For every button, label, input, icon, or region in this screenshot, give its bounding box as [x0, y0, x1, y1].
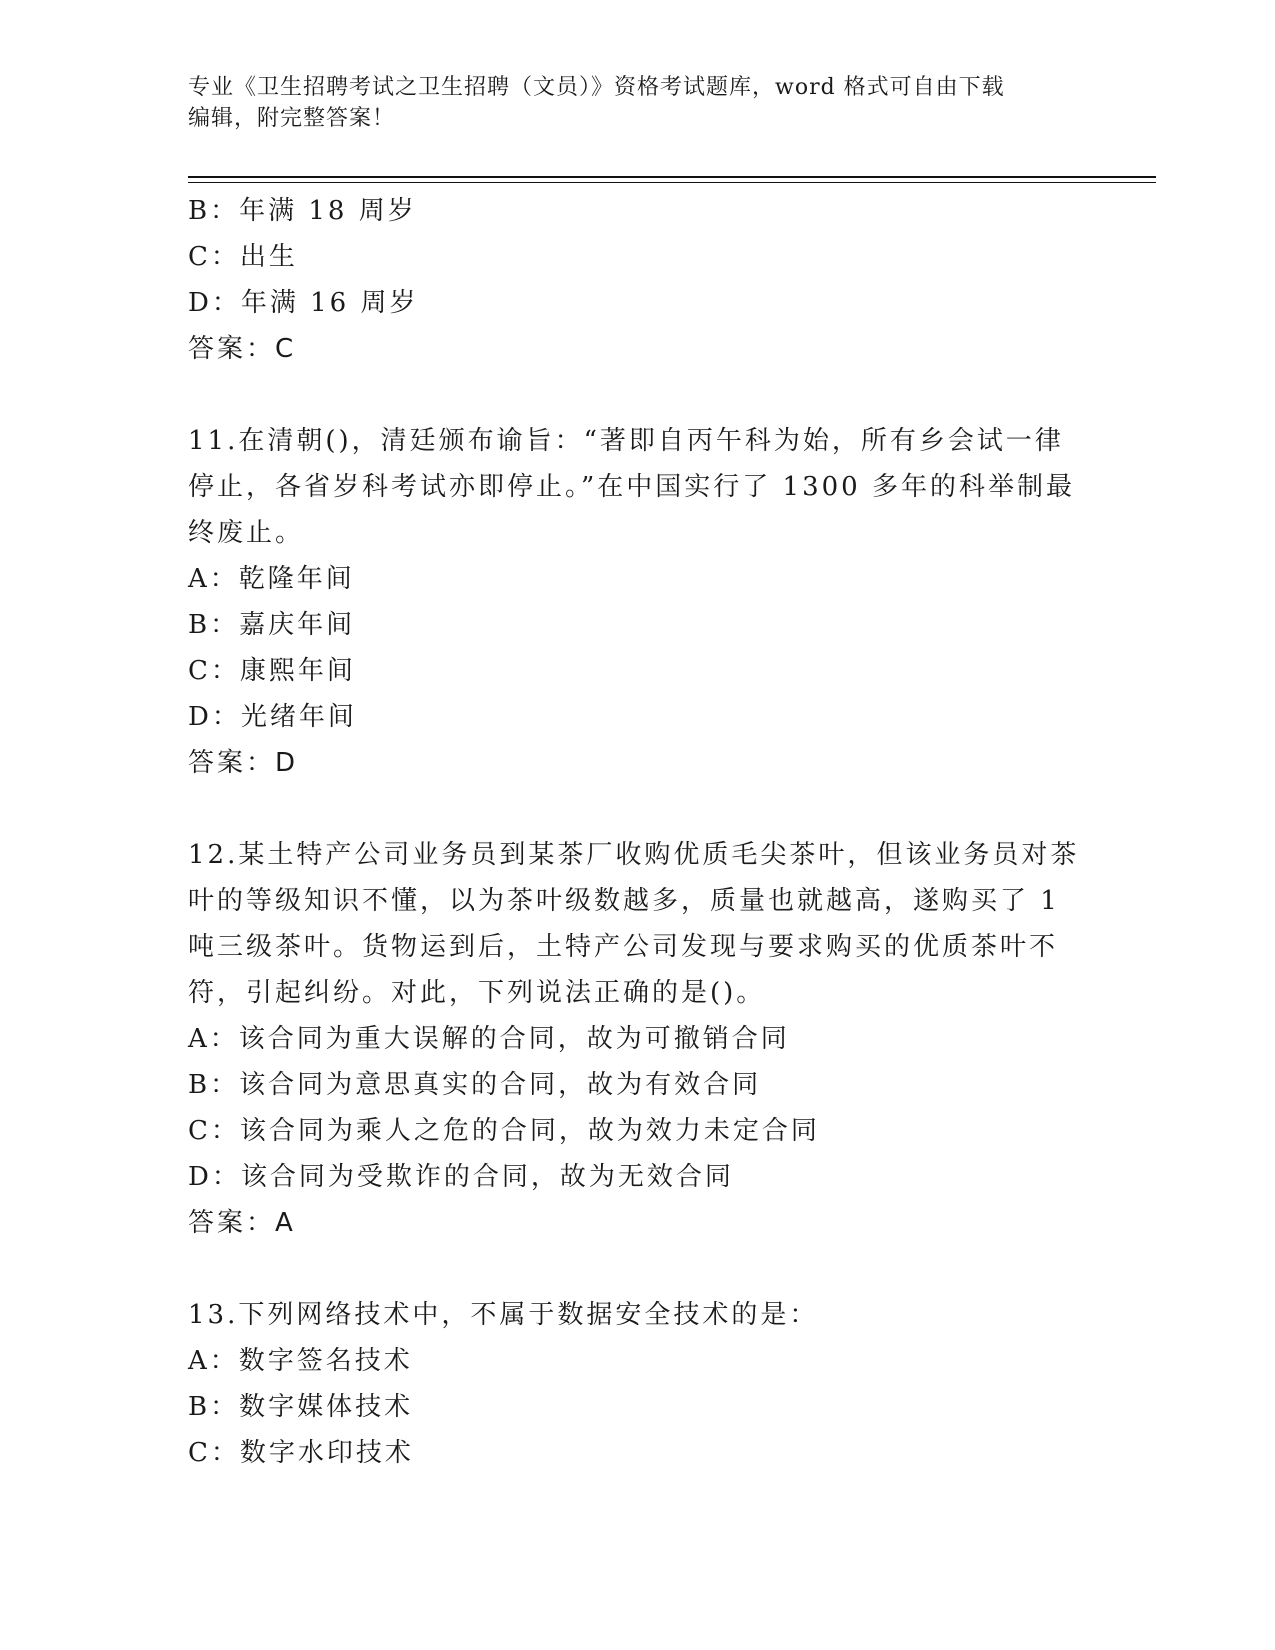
option-b: B：该合同为意思真实的合同，故为有效合同 [188, 1070, 762, 1100]
question-stem-line: 13.下列网络技术中，不属于数据安全技术的是： [188, 1300, 819, 1330]
answer-line: 答案：A [188, 1208, 296, 1238]
option-d: D：年满 16 周岁 [188, 288, 419, 318]
question-stem-line: 11.在清朝()，清廷颁布谕旨：“著即自丙午科为始，所有乡会试一律 [188, 426, 1064, 456]
option-c: C：出生 [188, 242, 298, 272]
question-13 [188, 1292, 1088, 1476]
spacer [188, 1246, 1088, 1292]
option-a: A：乾隆年间 [188, 564, 355, 594]
question-10-tail [188, 188, 1088, 372]
spacer [188, 786, 1088, 832]
question-stem-line: 叶的等级知识不懂，以为茶叶级数越多，质量也就越高，遂购买了 1 [188, 886, 1060, 916]
header-line-2: 编辑，附完整答案！ [188, 106, 396, 131]
header-divider-thick [188, 176, 1156, 178]
option-d: D：该合同为受欺诈的合同，故为无效合同 [188, 1162, 734, 1192]
option-d: D：光绪年间 [188, 702, 357, 732]
option-c: C：该合同为乘人之危的合同，故为效力未定合同 [188, 1116, 820, 1146]
question-stem-line: 吨三级茶叶。货物运到后，土特产公司发现与要求购买的优质茶叶不 [188, 932, 1059, 962]
option-c: C：数字水印技术 [188, 1438, 414, 1468]
option-a: A：数字签名技术 [188, 1346, 413, 1376]
question-12 [188, 832, 1088, 1246]
option-b: B：嘉庆年间 [188, 610, 356, 640]
option-b: B：年满 18 周岁 [188, 196, 417, 226]
question-stem-line: 终废止。 [188, 518, 305, 548]
spacer [188, 372, 1088, 418]
answer-line: 答案：C [188, 334, 297, 364]
option-a: A：该合同为重大误解的合同，故为可撤销合同 [188, 1024, 790, 1054]
question-list [188, 188, 1088, 1476]
option-c: C：康熙年间 [188, 656, 356, 686]
question-11 [188, 418, 1088, 786]
header-divider-thin [188, 182, 1156, 183]
header-line-1: 专业《卫生招聘考试之卫生招聘（文员）》资格考试题库，word 格式可自由下载 [188, 75, 1005, 100]
option-b: B：数字媒体技术 [188, 1392, 414, 1422]
answer-line: 答案：D [188, 748, 299, 778]
document-header [188, 72, 1078, 134]
question-stem-line: 符，引起纠纷。对此，下列说法正确的是()。 [188, 978, 766, 1008]
question-stem-line: 停止，各省岁科考试亦即停止。”在中国实行了 1300 多年的科举制最 [188, 472, 1075, 502]
question-stem-line: 12.某土特产公司业务员到某茶厂收购优质毛尖茶叶，但该业务员对茶 [188, 840, 1080, 870]
